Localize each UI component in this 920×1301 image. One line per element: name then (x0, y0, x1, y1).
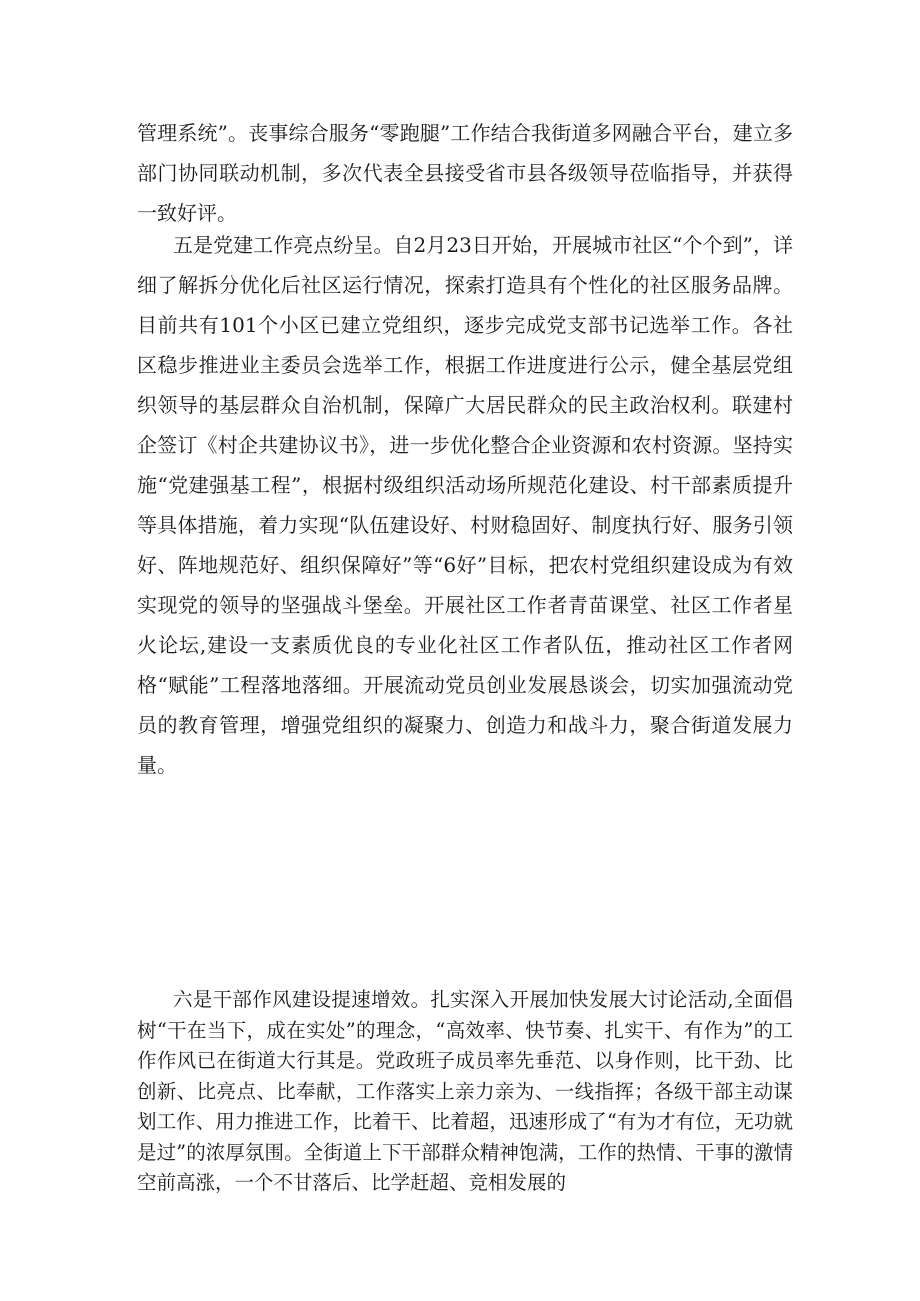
paragraph-party-building: 五是党建工作亮点纷呈。自2月23日开始，开展城市社区“个个到”，详细了解拆分优化后社区运行情况，探索打造具有个性化的社区服务品牌。目前共有101个小区已建立党组织，逐步完成党支部书记选举工作。各社区稳步推进业主委员会选举工作，根据工作进度进行公示，健全基层党组织领导的基层群众自治机制，保障广大居民群众的民主政治权利。联建村企签订《村企共建协议书》，进一步优化整合企业资源和农村资源。坚持实施“党建强基工程”，根据村级组织活动场所规范化建设、村干部素质提升等具体措施，着力实现“队伍建设好、村财稳固好、制度执行好、服务引领好、阵地规范好、组织保障好”等“6好”目标，把农村党组织建设成为有效实现党的领导的坚强战斗堡垒。开展社区工作者青苗课堂、社区工作者星火论坛,建设一支素质优良的专业化社区工作者队伍，推动社区工作者网格“赋能”工程落地落细。开展流动党员创业发展恳谈会，切实加强流动党员的教育管理，增强党组织的凝聚力、创造力和战斗力，聚合街道发展力量。 (137, 233, 793, 777)
paragraph-cadre-style: 六是干部作风建设提速增效。扎实深入开展加快发展大讨论活动,全面倡树“干在当下，成在实处”的理念，“高效率、快节奏、扎实干、有作为”的工作作风已在街道大行其是。党政班子成员率先垂范、以身作则，比干劲、比创新、比亮点、比奉献，工作落实上亲力亲为、一线指挥；各级干部主动谋划工作、用力推进工作，比着干、比着超，迅速形成了“有为才有位，无功就是过”的浓厚氛围。全街道上下干部群众精神饱满，工作的热情、干事的激情空前高涨，一个不甘落后、比学赶超、竞相发展的 (137, 988, 793, 1194)
paragraph-management-system: 管理系统”。丧事综合服务“零跑腿”工作结合我街道多网融合平台，建立多部门协同联动机制，多次代表全县接受省市县各级领导莅临指导，并获得一致好评。 (137, 121, 793, 225)
